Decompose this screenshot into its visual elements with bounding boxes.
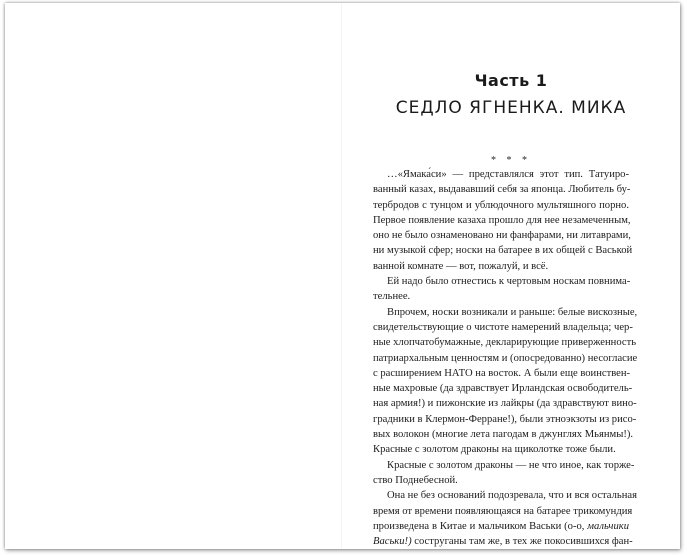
text-line: [373, 289, 629, 304]
italic-text: мальчики: [587, 520, 629, 532]
chapter-title: СЕДЛО ЯГНЕНКА. МИКА: [395, 98, 627, 118]
line-text: …«Ямака́си» — представлялся этот тип. Татуиро-: [387, 169, 629, 180]
line-text: ванной комнате — вот, пожалуй, и всё.: [373, 260, 549, 272]
line-text: ные хлопчатобумажные, декларирующие приверженность: [373, 337, 637, 349]
text-line: [373, 243, 633, 258]
text-line: [373, 351, 638, 366]
text-line: [373, 167, 629, 182]
line-text: ство Поднебесной.: [373, 474, 458, 486]
text-line: [373, 366, 629, 381]
section-asterism: * * *: [491, 155, 531, 166]
text-line: [373, 213, 629, 228]
line-text: Красные с золотом драконы — не что иное, как торже-: [387, 459, 635, 471]
line-text: патриархальным ценностям и (опосредованно) несогласие: [373, 352, 638, 364]
text-line: [373, 320, 633, 335]
line-text: Красные с золотом драконы на щиколотке тоже были.: [373, 444, 616, 456]
line-text: градники в Клермон-Ферране!), были этноэкзоты из рисо-: [373, 413, 637, 425]
left-page-blank: [5, 3, 342, 549]
line-text: произведена в Китае и мальчиком Васьки (о-о,: [373, 520, 588, 532]
text-line: [373, 534, 633, 549]
text-line: [373, 504, 633, 519]
line-text: тербродов с тунцом и ублюдочного мультяшного порно.: [373, 199, 629, 211]
line-text: Впрочем, носки возникали и раньше: белые вискозные,: [387, 306, 638, 318]
paragraph: [373, 274, 629, 305]
italic-text: Васьки!): [373, 536, 412, 548]
text-line: [373, 228, 629, 243]
text-line: [373, 458, 635, 473]
text-line: [373, 381, 633, 396]
text-line: [373, 412, 637, 427]
line-text: Ей надо было отнестись к чертовым носкам повнима-: [387, 276, 631, 288]
text-line: [373, 198, 629, 213]
body-text: [373, 167, 638, 549]
paragraph: [373, 488, 637, 549]
line-text: Первое появление казаха прошло для нее незамеченным,: [373, 214, 631, 226]
text-line: [373, 473, 629, 488]
line-text: тельнее.: [373, 291, 411, 303]
text-line: [373, 305, 638, 320]
line-text: сострyганы там же, в тех же покосившихся фан-: [411, 536, 633, 548]
text-line: [373, 442, 629, 457]
part-title: Часть 1: [474, 71, 548, 90]
paragraph: [373, 167, 633, 274]
line-text: оно не было ознаменовано ни фанфарами, ни литаврами,: [373, 230, 631, 242]
text-line: [373, 335, 637, 350]
text-line: [373, 519, 629, 534]
line-text: ная армия!) и пижонские из лайкры (да здравствуют вино-: [373, 398, 637, 410]
paragraph: [373, 305, 638, 458]
line-text: свидетельствующие о чистоте намерений владельца; чер-: [373, 321, 633, 333]
right-page: [342, 3, 680, 549]
text-line: [373, 488, 637, 503]
paragraph: [373, 458, 635, 489]
line-text: вых волокон (многие лета пагодам в джунглях Мьянмы!).: [373, 429, 634, 441]
line-text: время от времени появляющаяся на батарее трикомундия: [373, 505, 633, 517]
text-line: [373, 259, 629, 274]
text-line: [373, 274, 629, 289]
text-line: [373, 396, 637, 411]
text-line: [373, 182, 629, 197]
line-text: ванный казах, выдававший себя за японца. Любитель бу-: [373, 184, 631, 196]
line-text: с расширением НАТО на восток. А были еще воинствен-: [373, 367, 631, 379]
text-line: [373, 427, 634, 442]
book-spread: [5, 3, 680, 549]
line-text: ни музыкой сфер; носки на батарее в их общей с Васькой: [373, 245, 633, 257]
line-text: ные махровые (да здравствует Ирландская освободитель-: [373, 383, 633, 395]
line-text: Она не без оснований подозревала, что и вся остальная: [387, 490, 637, 502]
